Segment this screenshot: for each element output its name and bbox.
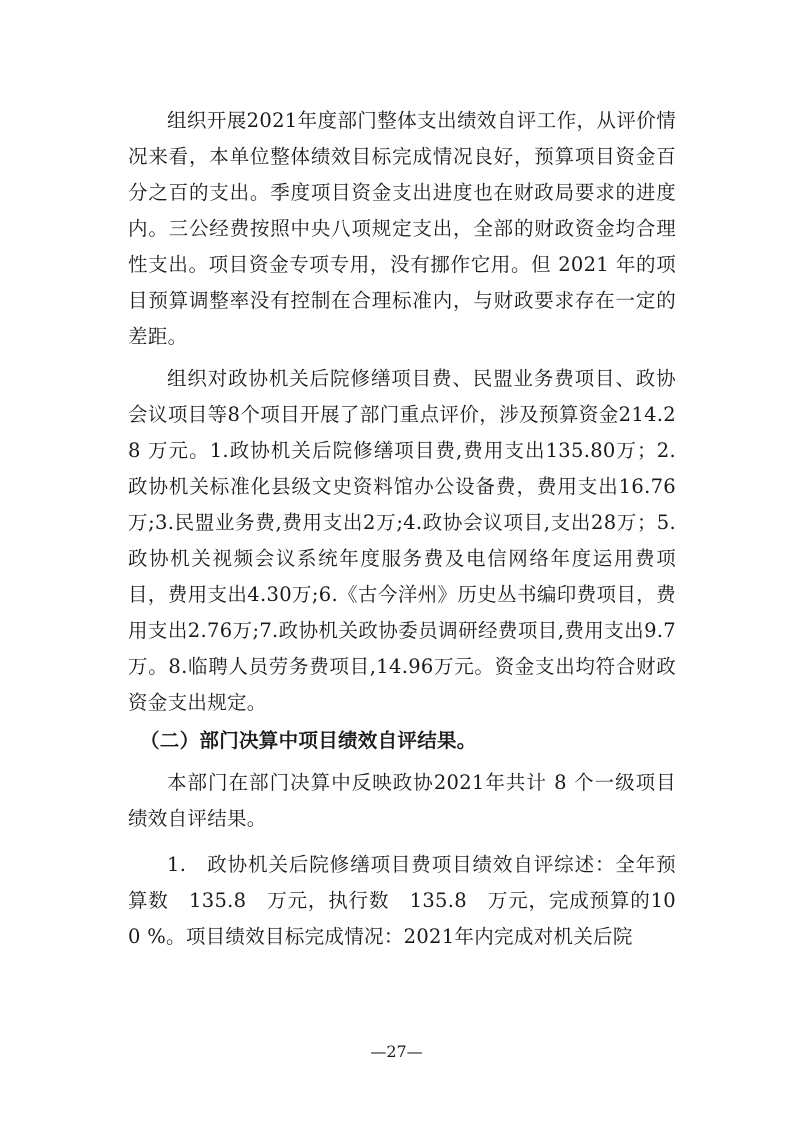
paragraph-project-1-summary: 1. 政协机关后院修缮项目费项目绩效自评综述：全年预算数 135.8 万元，执行数 135.8 万元，完成预算的100 %。项目绩效目标完成情况：2021年内完成对机关后院 xyxy=(128,853,676,948)
section-heading: （二）部门决算中项目绩效自评结果。 xyxy=(140,729,477,752)
page-number: —27— xyxy=(370,1042,423,1061)
paragraph-key-project-evaluation: 组织对政协机关后院修缮项目费、民盟业务费项目、政协会议项目等8个项目开展了部门重点评价，涉及预算资金214.28 万元。1.政协机关后院修缮项目费,费用支出135.80万；2.政协机关标准化县级文史资料馆办公设备费，费用支出16.76万;3.民盟业务费,费用支出2万;4.政协会议项目,支出28万；5.政协机关视频会议系统年度服务费及电信网络年度运用费项目，费用支出4.30万;6.《古今洋州》历史丛书编印费项目，费用支出2.76万;7.政协机关政协委员调研经费项目,费用支出9.7万。8.临聘人员劳务费项目,14.96万元。资金支出均符合财政资金支出规定。 xyxy=(128,367,676,714)
document-body xyxy=(128,103,676,955)
paragraph-self-evaluation-summary: 组织开展2021年度部门整体支出绩效自评工作，从评价情况来看，本单位整体绩效目标完成情况良好，预算项目资金百分之百的支出。季度项目资金支出进度也在财政局要求的进度内。三公经费按照中央八项规定支出，全部的财政资金均合理性支出。项目资金专项专用，没有挪作它用。但 2021 年的项目预算调整率没有控制在合理标准内，与财政要求存在一定的差距。 xyxy=(128,109,676,348)
paragraph-project-results-intro: 本部门在部门决算中反映政协2021年共计 8 个一级项目绩效自评结果。 xyxy=(128,771,676,830)
